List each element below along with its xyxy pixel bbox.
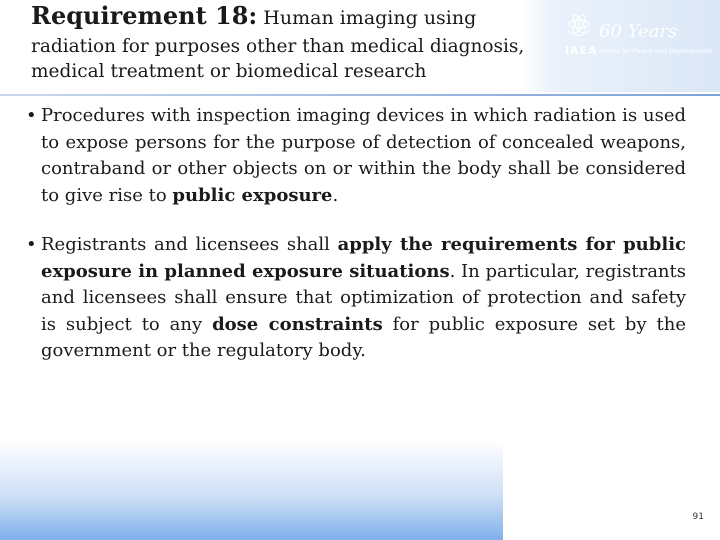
bullet-dot: • [26,234,37,255]
title-text: Human imaging using [263,7,477,29]
body-text: Procedures with inspection imaging devices in which radiation is used to expose persons for the purpose of detection of concealed weapons, contraband or other objects on or within the body shall be considered to give rise to [41,105,686,206]
title-line-2: radiation for purposes other than medical diagnosis, [31,36,525,57]
bullet-item [26,232,686,365]
logo-org-text: IAEA [565,44,598,57]
logo-tagline: Atoms for Peace and Development [599,47,713,55]
bullet-list [26,103,686,388]
title-line-3: medical treatment or biomedical research [31,61,427,82]
logo-years-text: 60 Years [599,21,678,42]
body-text: . In particular, registrants and licensees shall ensure that optimization of protection and safety is subject to any [41,260,686,335]
slide-header [0,0,720,92]
bullet-text [41,232,686,365]
iaea-emblem-icon [564,10,594,42]
emphasis-text: apply the requirements for public exposure in planned exposure situations [41,234,686,282]
bullet-text [41,103,686,209]
slide-title [31,3,476,31]
bullet-item [26,103,686,209]
emphasis-text: dose constraints [212,313,383,335]
footer-gradient [0,440,503,540]
page-number: 91 [692,512,704,522]
body-text: for public exposure set by the government or the regulatory body. [41,313,686,361]
emphasis-text: public exposure [172,184,333,206]
header-divider [0,94,720,96]
requirement-label: Requirement 18: [31,1,258,30]
body-text: . [332,184,339,206]
title-continuation [31,34,531,84]
iaea-logo [562,10,712,70]
body-text: Registrants and licensees shall [41,234,338,255]
bullet-dot: • [26,105,37,126]
